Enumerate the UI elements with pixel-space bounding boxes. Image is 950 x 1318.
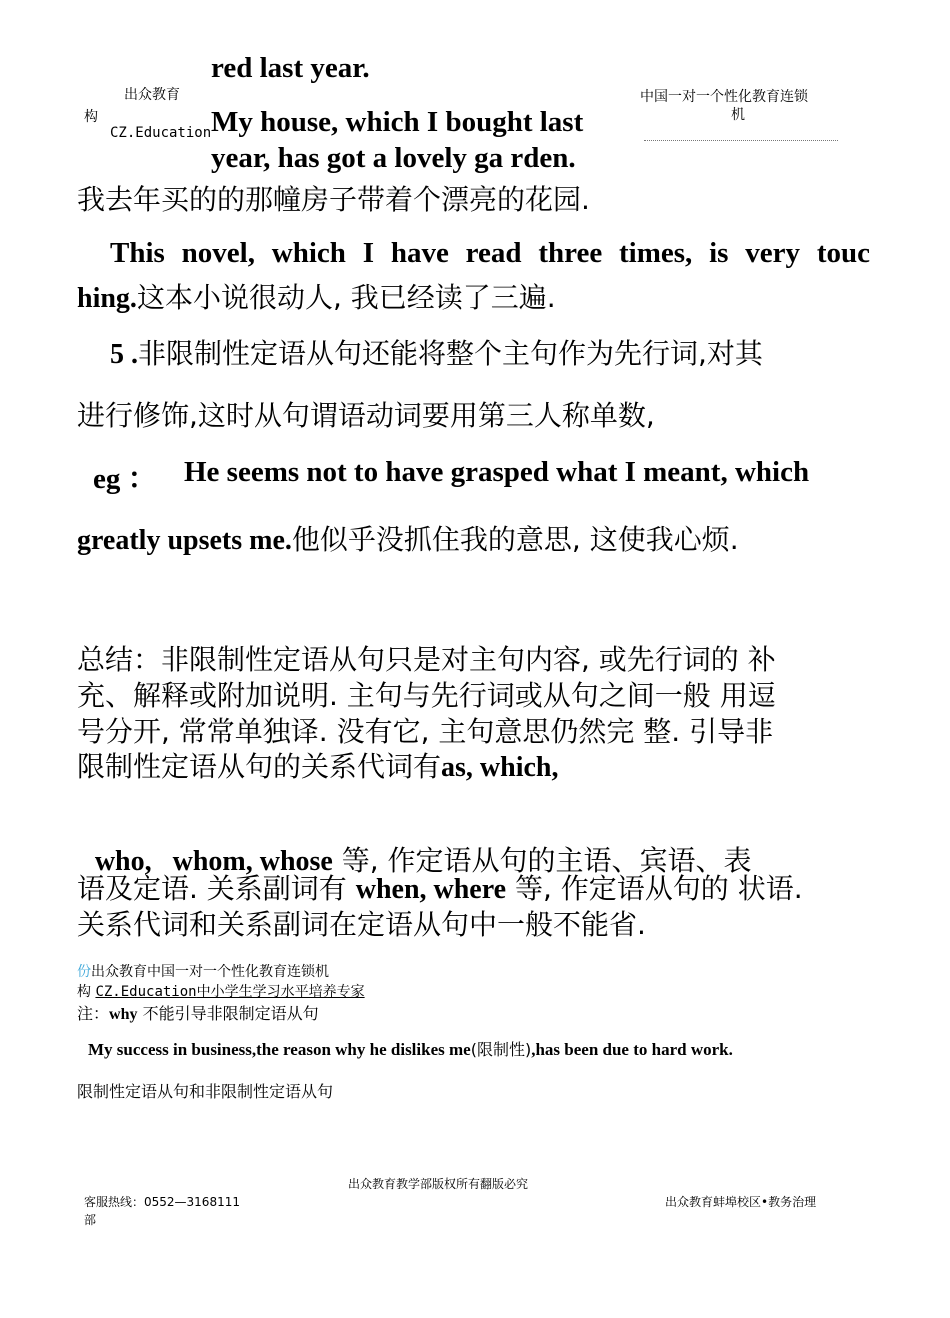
example-line-3: year, has got a lovely ga rden. <box>211 142 576 174</box>
eg-line-1: He seems not to have grasped what I meant, which <box>184 456 810 488</box>
success-example-line <box>88 1037 733 1060</box>
note-prefix: 注： <box>77 1004 110 1023</box>
footer-brand-link-brand: CZ.Education <box>95 984 197 1000</box>
summary-line-4 <box>77 745 558 785</box>
novel-example-cn: 这本小说很动人, 我已经读了三遍. <box>136 281 556 314</box>
novel-example-line-1: This novel, which I have read three times, is very touc <box>110 237 870 269</box>
success-example-en-1: My success in business,the reason why he dislikes me <box>88 1040 471 1059</box>
header-org-suffix: 构 <box>84 109 98 125</box>
closing-line: 限制性定语从句和非限制性定语从句 <box>77 1082 334 1101</box>
header-org-name: 出众教育 <box>124 87 180 103</box>
footer-brand-mark: 份 <box>77 964 91 980</box>
point-5-number: 5 . <box>110 339 138 370</box>
footer-hotline-cont: 部 <box>84 1213 97 1227</box>
note-line <box>77 1001 319 1024</box>
summary-line-3: 号分开, 常常单独译. 没有它, 主句意思仍然完 整. 引导非 <box>77 715 774 748</box>
eg-line-2 <box>77 518 739 558</box>
success-example-en-2: ,has been due to hard work. <box>531 1040 733 1059</box>
header-right-title-cont: 机 <box>731 107 745 123</box>
summary-line-6-cn2: 等, 作定语从句的 状语. <box>515 872 803 905</box>
point-5-text: 非限制性定语从句还能将整个主句作为先行词,对其 <box>138 337 763 370</box>
footer-copyright: 出众教育教学部版权所有翻版必究 <box>348 1177 529 1191</box>
summary-line-5-cn: 等, 作定语从句的主语、宾语、表 <box>341 844 752 877</box>
eg-line-2-en: greatly upsets me. <box>77 525 292 556</box>
eg-line-2-cn: 他似乎没抓住我的意思, 这使我心烦. <box>291 523 739 556</box>
success-example-cn: (限制性) <box>470 1040 532 1059</box>
summary-line-6 <box>77 867 803 907</box>
novel-example-line-2 <box>77 276 556 316</box>
translation-line: 我去年买的的那幢房子带着个漂亮的花园. <box>77 183 590 216</box>
footer-hotline: 客服热线：0552—3168111 <box>84 1195 240 1209</box>
header-right-title: 中国一对一个性化教育连锁 <box>640 89 808 105</box>
point-5-line-2: 进行修饰,这时从句谓语动词要用第三人称单数, <box>77 399 655 432</box>
summary-line-6-en: when, where <box>355 874 507 905</box>
example-line-1: red last year. <box>211 52 370 84</box>
footer-brand-link[interactable] <box>95 984 364 1000</box>
footer-brand-text: 出众教育中国一对一个性化教育连锁机 <box>91 964 329 980</box>
summary-line-2: 充、解释或附加说明. 主句与先行词或从句之间一般 用逗 <box>77 679 776 712</box>
summary-line-6-cn1: 语及定语. 关系副词有 <box>77 872 347 905</box>
point-5-line-1 <box>110 332 763 372</box>
footer-brand-line-1 <box>77 961 329 981</box>
footer-campus: 出众教育蚌埠校区•教务治理 <box>665 1195 817 1209</box>
note-en: why <box>109 1006 138 1023</box>
summary-line-1: 总结：非限制性定语从句只是对主句内容, 或先行词的 补 <box>77 643 776 676</box>
novel-example-en: hing. <box>77 283 137 314</box>
summary-line-5-en: who, whom, whose <box>94 846 333 877</box>
example-line-2: My house, which I bought last <box>211 106 584 138</box>
eg-label: eg ： <box>93 463 157 495</box>
footer-brand-prefix: 构 <box>77 984 91 1000</box>
summary-line-4-en: as, which, <box>441 752 559 783</box>
footer-brand-link-text: 中小学生学习水平培养专家 <box>196 984 365 1000</box>
header-cut-line <box>644 140 838 144</box>
footer-brand-line-2 <box>77 981 365 1001</box>
summary-line-4-cn: 限制性定语从句的关系代词有 <box>77 750 442 783</box>
summary-line-7: 关系代词和关系副词在定语从句中一般不能省. <box>77 908 646 941</box>
note-cn: 不能引导非限制定语从句 <box>142 1004 319 1023</box>
header-org-brand: CZ.Education <box>110 125 212 141</box>
